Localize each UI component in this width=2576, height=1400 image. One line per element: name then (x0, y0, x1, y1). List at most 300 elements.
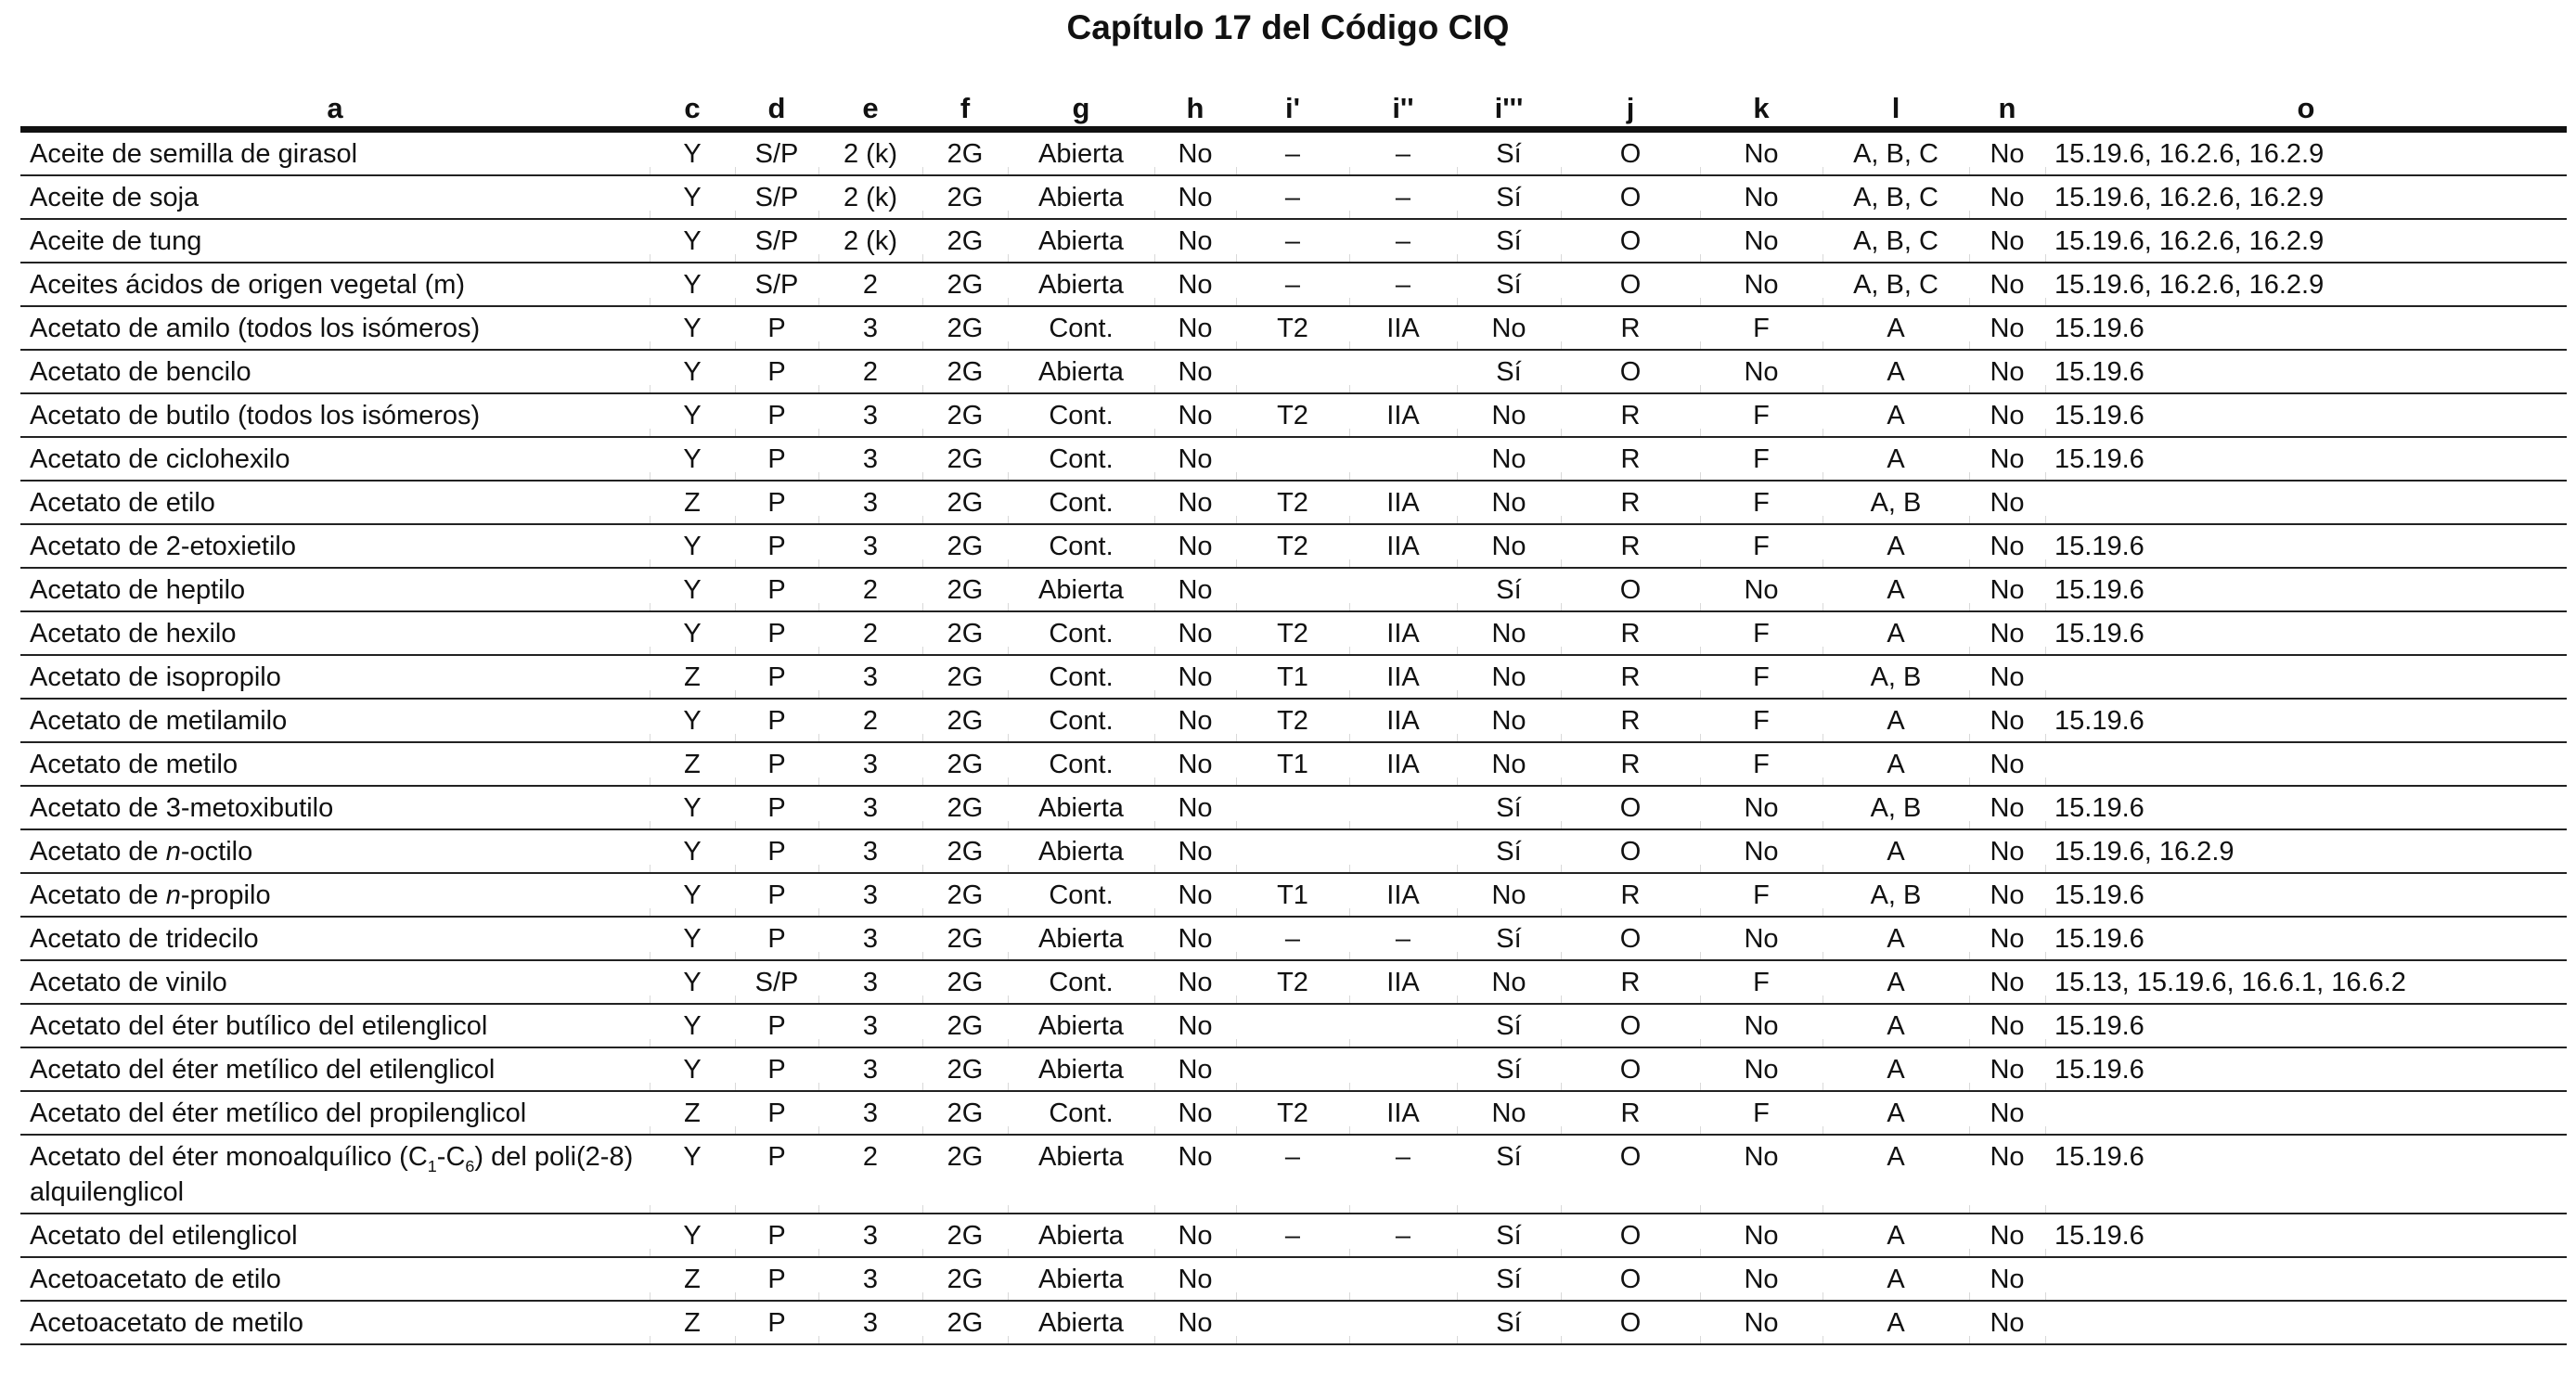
cell-col-a: Acetato de vinilo (20, 960, 650, 1004)
cell-col-ipp: IIA (1349, 960, 1457, 1004)
cell-col-c: Y (650, 306, 735, 350)
cell-col-d: P (735, 1091, 818, 1135)
table-row (20, 655, 2567, 699)
cell-col-g: Cont. (1008, 481, 1154, 524)
cell-col-f: 2G (922, 873, 1008, 917)
cell-col-h: No (1154, 960, 1236, 1004)
cell-col-o: 15.19.6 (2045, 1135, 2567, 1214)
cell-col-j: O (1561, 263, 1700, 306)
cell-col-o: 15.19.6, 16.2.6, 16.2.9 (2045, 175, 2567, 219)
cell-col-k: F (1700, 1091, 1823, 1135)
cell-col-o (2045, 1091, 2567, 1135)
cell-col-f: 2G (922, 175, 1008, 219)
cell-col-ipp: IIA (1349, 873, 1457, 917)
cell-col-e: 2 (k) (818, 130, 922, 176)
cell-col-g: Abierta (1008, 1135, 1154, 1214)
cell-col-a: Acetato del éter metílico del propilenglicol (20, 1091, 650, 1135)
cell-col-e: 3 (818, 1214, 922, 1257)
cell-col-h: No (1154, 699, 1236, 742)
cell-col-n: No (1969, 130, 2045, 176)
table-row (20, 742, 2567, 786)
cell-col-d: P (735, 1004, 818, 1047)
cell-col-g: Cont. (1008, 306, 1154, 350)
cell-col-l: A (1823, 960, 1969, 1004)
cell-col-f: 2G (922, 1004, 1008, 1047)
cell-col-g: Cont. (1008, 437, 1154, 481)
cell-col-g: Abierta (1008, 219, 1154, 263)
cell-col-k: No (1700, 219, 1823, 263)
cell-col-o: 15.19.6 (2045, 350, 2567, 393)
column-header-6: h (1154, 82, 1236, 130)
cell-col-l: A (1823, 1257, 1969, 1301)
cell-col-c: Y (650, 350, 735, 393)
cell-col-ippp: Sí (1457, 1047, 1561, 1091)
cell-col-ip: T1 (1236, 655, 1349, 699)
cell-col-o: 15.19.6 (2045, 568, 2567, 611)
cell-col-ip: T2 (1236, 393, 1349, 437)
cell-col-ippp: No (1457, 699, 1561, 742)
cell-col-ipp: – (1349, 263, 1457, 306)
cell-col-l: A, B (1823, 873, 1969, 917)
cell-col-h: No (1154, 1301, 1236, 1344)
cell-col-j: R (1561, 481, 1700, 524)
cell-col-a: Acetato de isopropilo (20, 655, 650, 699)
cell-col-j: R (1561, 873, 1700, 917)
cell-col-f: 2G (922, 1257, 1008, 1301)
cell-col-c: Y (650, 263, 735, 306)
cell-col-k: No (1700, 1135, 1823, 1214)
cell-col-ippp: No (1457, 437, 1561, 481)
cell-col-l: A (1823, 393, 1969, 437)
header-row (20, 82, 2567, 130)
cell-col-a: Acetato de butilo (todos los isómeros) (20, 393, 650, 437)
cell-col-l: A (1823, 829, 1969, 873)
cell-col-d: P (735, 306, 818, 350)
cell-col-l: A (1823, 917, 1969, 960)
cell-col-h: No (1154, 219, 1236, 263)
cell-col-a: Acetato de metilo (20, 742, 650, 786)
cell-col-d: P (735, 917, 818, 960)
cell-col-k: F (1700, 655, 1823, 699)
cell-col-o: 15.19.6 (2045, 524, 2567, 568)
cell-col-g: Cont. (1008, 699, 1154, 742)
cell-col-a: Acetoacetato de metilo (20, 1301, 650, 1344)
cell-col-ippp: No (1457, 393, 1561, 437)
cell-col-ipp (1349, 786, 1457, 829)
cell-col-ippp: Sí (1457, 786, 1561, 829)
cell-col-h: No (1154, 829, 1236, 873)
table-row (20, 481, 2567, 524)
table-row (20, 219, 2567, 263)
cell-col-ip: T2 (1236, 524, 1349, 568)
cell-col-l: A (1823, 568, 1969, 611)
cell-col-l: A (1823, 1047, 1969, 1091)
cell-col-a: Acetato de n-propilo (20, 873, 650, 917)
cell-col-ipp: – (1349, 175, 1457, 219)
cell-col-d: P (735, 568, 818, 611)
cell-col-a: Acetato de bencilo (20, 350, 650, 393)
cell-col-g: Abierta (1008, 1047, 1154, 1091)
cell-col-d: P (735, 1301, 818, 1344)
cell-col-h: No (1154, 524, 1236, 568)
table-row (20, 130, 2567, 176)
cell-col-d: P (735, 611, 818, 655)
cell-col-ipp: IIA (1349, 611, 1457, 655)
cell-col-ipp (1349, 568, 1457, 611)
cell-col-e: 2 (818, 1135, 922, 1214)
cell-col-o: 15.19.6 (2045, 873, 2567, 917)
cell-col-n: No (1969, 219, 2045, 263)
cell-col-k: No (1700, 917, 1823, 960)
cell-col-j: R (1561, 306, 1700, 350)
cell-col-ip: T1 (1236, 873, 1349, 917)
cell-col-ipp: IIA (1349, 306, 1457, 350)
table-row (20, 829, 2567, 873)
cell-col-ipp: IIA (1349, 481, 1457, 524)
cell-col-d: S/P (735, 130, 818, 176)
cell-col-d: P (735, 1135, 818, 1214)
cell-col-k: No (1700, 130, 1823, 176)
cell-col-j: R (1561, 699, 1700, 742)
cell-col-l: A, B, C (1823, 130, 1969, 176)
cell-col-ipp (1349, 1301, 1457, 1344)
cell-col-c: Z (650, 1091, 735, 1135)
cell-col-n: No (1969, 306, 2045, 350)
cell-col-h: No (1154, 655, 1236, 699)
cell-col-o: 15.13, 15.19.6, 16.6.1, 16.6.2 (2045, 960, 2567, 1004)
cell-col-j: O (1561, 1257, 1700, 1301)
table-row (20, 568, 2567, 611)
cell-col-d: P (735, 829, 818, 873)
table-row (20, 960, 2567, 1004)
cell-col-c: Y (650, 1214, 735, 1257)
cell-col-k: F (1700, 524, 1823, 568)
cell-col-ippp: Sí (1457, 1301, 1561, 1344)
cell-col-g: Abierta (1008, 1214, 1154, 1257)
cell-col-ip (1236, 1257, 1349, 1301)
cell-col-ip (1236, 568, 1349, 611)
cell-col-e: 2 (818, 699, 922, 742)
column-header-5: g (1008, 82, 1154, 130)
cell-col-n: No (1969, 481, 2045, 524)
cell-col-c: Y (650, 130, 735, 176)
cell-col-e: 3 (818, 873, 922, 917)
cell-col-a: Acetoacetato de etilo (20, 1257, 650, 1301)
cell-col-n: No (1969, 524, 2045, 568)
cell-col-f: 2G (922, 263, 1008, 306)
cell-col-n: No (1969, 1301, 2045, 1344)
column-header-14: o (2045, 82, 2567, 130)
cell-col-ippp: Sí (1457, 263, 1561, 306)
cell-col-h: No (1154, 175, 1236, 219)
table-row (20, 437, 2567, 481)
cell-col-o: 15.19.6, 16.2.6, 16.2.9 (2045, 130, 2567, 176)
cell-col-k: No (1700, 786, 1823, 829)
column-header-4: f (922, 82, 1008, 130)
cell-col-c: Y (650, 960, 735, 1004)
cell-col-j: O (1561, 175, 1700, 219)
cell-col-k: F (1700, 481, 1823, 524)
cell-col-j: O (1561, 829, 1700, 873)
cell-col-h: No (1154, 393, 1236, 437)
cell-col-j: O (1561, 1135, 1700, 1214)
cell-col-c: Z (650, 1257, 735, 1301)
cell-col-o: 15.19.6 (2045, 611, 2567, 655)
cell-col-ip: T2 (1236, 1091, 1349, 1135)
cell-col-f: 2G (922, 350, 1008, 393)
cell-col-d: P (735, 786, 818, 829)
cell-col-ipp: IIA (1349, 699, 1457, 742)
cell-col-j: O (1561, 568, 1700, 611)
cell-col-h: No (1154, 1047, 1236, 1091)
cell-col-k: F (1700, 393, 1823, 437)
cell-col-g: Abierta (1008, 786, 1154, 829)
cell-col-h: No (1154, 306, 1236, 350)
cell-col-d: P (735, 742, 818, 786)
cell-col-g: Abierta (1008, 917, 1154, 960)
cell-col-l: A, B, C (1823, 175, 1969, 219)
cell-col-k: No (1700, 175, 1823, 219)
cell-col-g: Cont. (1008, 873, 1154, 917)
column-header-1: c (650, 82, 735, 130)
cell-col-d: P (735, 524, 818, 568)
cell-col-n: No (1969, 611, 2045, 655)
page-title: Capítulo 17 del Código CIQ (1066, 8, 1510, 46)
cell-col-j: R (1561, 960, 1700, 1004)
cell-col-n: No (1969, 1214, 2045, 1257)
cell-col-c: Y (650, 219, 735, 263)
table-row (20, 306, 2567, 350)
table-row (20, 917, 2567, 960)
table-row (20, 611, 2567, 655)
cell-col-ipp: – (1349, 219, 1457, 263)
table-row (20, 1214, 2567, 1257)
cell-col-h: No (1154, 1135, 1236, 1214)
cell-col-g: Cont. (1008, 742, 1154, 786)
cell-col-ipp (1349, 1047, 1457, 1091)
cell-col-o (2045, 742, 2567, 786)
cell-col-j: O (1561, 1047, 1700, 1091)
cell-col-f: 2G (922, 742, 1008, 786)
cell-col-j: O (1561, 786, 1700, 829)
cell-col-k: No (1700, 1257, 1823, 1301)
column-header-9: i''' (1457, 82, 1561, 130)
cell-col-e: 3 (818, 960, 922, 1004)
cell-col-o (2045, 1257, 2567, 1301)
cell-col-d: P (735, 1257, 818, 1301)
cell-col-h: No (1154, 1257, 1236, 1301)
cell-col-d: P (735, 393, 818, 437)
cell-col-ipp: – (1349, 917, 1457, 960)
cell-col-l: A, B, C (1823, 263, 1969, 306)
cell-col-j: O (1561, 219, 1700, 263)
cell-col-d: P (735, 1047, 818, 1091)
cell-col-ipp: IIA (1349, 524, 1457, 568)
cell-col-e: 3 (818, 524, 922, 568)
cell-col-e: 2 (k) (818, 219, 922, 263)
cell-col-h: No (1154, 1091, 1236, 1135)
cell-col-g: Abierta (1008, 1004, 1154, 1047)
cell-col-a: Acetato de 2-etoxietilo (20, 524, 650, 568)
cell-col-e: 3 (818, 1301, 922, 1344)
cell-col-c: Y (650, 873, 735, 917)
table-row (20, 699, 2567, 742)
cell-col-ippp: No (1457, 742, 1561, 786)
cell-col-c: Y (650, 175, 735, 219)
cell-col-f: 2G (922, 611, 1008, 655)
cell-col-k: F (1700, 437, 1823, 481)
cell-col-ippp: Sí (1457, 829, 1561, 873)
cell-col-ip: – (1236, 175, 1349, 219)
table-row (20, 1257, 2567, 1301)
cell-col-ip: – (1236, 263, 1349, 306)
table-row (20, 1301, 2567, 1344)
cell-col-c: Y (650, 1135, 735, 1214)
cell-col-c: Y (650, 829, 735, 873)
column-header-10: j (1561, 82, 1700, 130)
cell-col-a: Acetato de etilo (20, 481, 650, 524)
cell-col-ippp: No (1457, 655, 1561, 699)
cell-col-d: P (735, 481, 818, 524)
cell-col-g: Cont. (1008, 524, 1154, 568)
cell-col-g: Cont. (1008, 611, 1154, 655)
cell-col-e: 2 (818, 568, 922, 611)
cell-col-e: 3 (818, 1091, 922, 1135)
cell-col-e: 3 (818, 829, 922, 873)
cell-col-ip: – (1236, 1135, 1349, 1214)
cell-col-l: A, B (1823, 655, 1969, 699)
cell-col-g: Cont. (1008, 655, 1154, 699)
cell-col-l: A (1823, 350, 1969, 393)
cell-col-c: Y (650, 1047, 735, 1091)
cell-col-e: 3 (818, 1257, 922, 1301)
cell-col-o: 15.19.6 (2045, 786, 2567, 829)
table-row (20, 1091, 2567, 1135)
cell-col-e: 2 (818, 611, 922, 655)
cell-col-c: Y (650, 1004, 735, 1047)
cell-col-f: 2G (922, 960, 1008, 1004)
cell-col-k: F (1700, 960, 1823, 1004)
cell-col-n: No (1969, 263, 2045, 306)
cell-col-h: No (1154, 481, 1236, 524)
cell-col-ipp: IIA (1349, 742, 1457, 786)
cell-col-k: F (1700, 873, 1823, 917)
cell-col-n: No (1969, 1257, 2045, 1301)
cell-col-k: No (1700, 829, 1823, 873)
cell-col-n: No (1969, 742, 2045, 786)
cell-col-o: 15.19.6 (2045, 1004, 2567, 1047)
cell-col-o: 15.19.6, 16.2.9 (2045, 829, 2567, 873)
cell-col-j: O (1561, 1301, 1700, 1344)
cell-col-l: A (1823, 1135, 1969, 1214)
cell-col-d: S/P (735, 960, 818, 1004)
table-row (20, 263, 2567, 306)
cell-col-a: Aceites ácidos de origen vegetal (m) (20, 263, 650, 306)
cell-col-g: Abierta (1008, 568, 1154, 611)
cell-col-d: S/P (735, 175, 818, 219)
cell-col-d: S/P (735, 263, 818, 306)
cell-col-n: No (1969, 1135, 2045, 1214)
cell-col-n: No (1969, 699, 2045, 742)
column-header-3: e (818, 82, 922, 130)
cell-col-j: O (1561, 917, 1700, 960)
cell-col-e: 3 (818, 1004, 922, 1047)
cell-col-n: No (1969, 437, 2045, 481)
cell-col-j: O (1561, 130, 1700, 176)
cell-col-c: Y (650, 786, 735, 829)
cell-col-ippp: No (1457, 306, 1561, 350)
cell-col-g: Abierta (1008, 1257, 1154, 1301)
cell-col-ippp: Sí (1457, 130, 1561, 176)
cell-col-l: A (1823, 1301, 1969, 1344)
cell-col-ippp: No (1457, 960, 1561, 1004)
cell-col-e: 3 (818, 655, 922, 699)
cell-col-d: P (735, 437, 818, 481)
cell-col-ippp: Sí (1457, 917, 1561, 960)
cell-col-j: O (1561, 350, 1700, 393)
cell-col-j: R (1561, 1091, 1700, 1135)
cell-col-ipp: IIA (1349, 1091, 1457, 1135)
cell-col-k: No (1700, 1047, 1823, 1091)
cell-col-o (2045, 481, 2567, 524)
cell-col-c: Y (650, 699, 735, 742)
cell-col-k: No (1700, 1004, 1823, 1047)
cell-col-n: No (1969, 1091, 2045, 1135)
column-header-8: i'' (1349, 82, 1457, 130)
cell-col-a: Acetato de hexilo (20, 611, 650, 655)
cell-col-ipp: IIA (1349, 655, 1457, 699)
cell-col-n: No (1969, 829, 2045, 873)
cell-col-h: No (1154, 917, 1236, 960)
cell-col-c: Y (650, 393, 735, 437)
cell-col-ippp: No (1457, 481, 1561, 524)
cell-col-o: 15.19.6 (2045, 917, 2567, 960)
cell-col-f: 2G (922, 568, 1008, 611)
cell-col-c: Z (650, 655, 735, 699)
cell-col-n: No (1969, 960, 2045, 1004)
cell-col-l: A (1823, 611, 1969, 655)
cell-col-k: No (1700, 1214, 1823, 1257)
table-body (20, 130, 2567, 1345)
cell-col-n: No (1969, 786, 2045, 829)
cell-col-d: P (735, 655, 818, 699)
cell-col-j: O (1561, 1004, 1700, 1047)
cell-col-ipp: – (1349, 1214, 1457, 1257)
cell-col-o: 15.19.6, 16.2.6, 16.2.9 (2045, 263, 2567, 306)
cell-col-ip (1236, 1004, 1349, 1047)
cell-col-h: No (1154, 873, 1236, 917)
cell-col-f: 2G (922, 130, 1008, 176)
cell-col-g: Abierta (1008, 263, 1154, 306)
cell-col-f: 2G (922, 786, 1008, 829)
cell-col-l: A (1823, 742, 1969, 786)
cell-col-k: F (1700, 742, 1823, 786)
cell-col-g: Abierta (1008, 1301, 1154, 1344)
table-header (20, 82, 2567, 130)
cell-col-ip (1236, 1301, 1349, 1344)
cell-col-l: A (1823, 1214, 1969, 1257)
cell-col-a: Acetato de 3-metoxibutilo (20, 786, 650, 829)
cell-col-ipp (1349, 1004, 1457, 1047)
cell-col-ipp (1349, 437, 1457, 481)
cell-col-f: 2G (922, 1047, 1008, 1091)
cell-col-f: 2G (922, 1214, 1008, 1257)
cell-col-o (2045, 655, 2567, 699)
cell-col-ip (1236, 1047, 1349, 1091)
cell-col-n: No (1969, 873, 2045, 917)
cell-col-ip (1236, 350, 1349, 393)
cell-col-a: Aceite de tung (20, 219, 650, 263)
